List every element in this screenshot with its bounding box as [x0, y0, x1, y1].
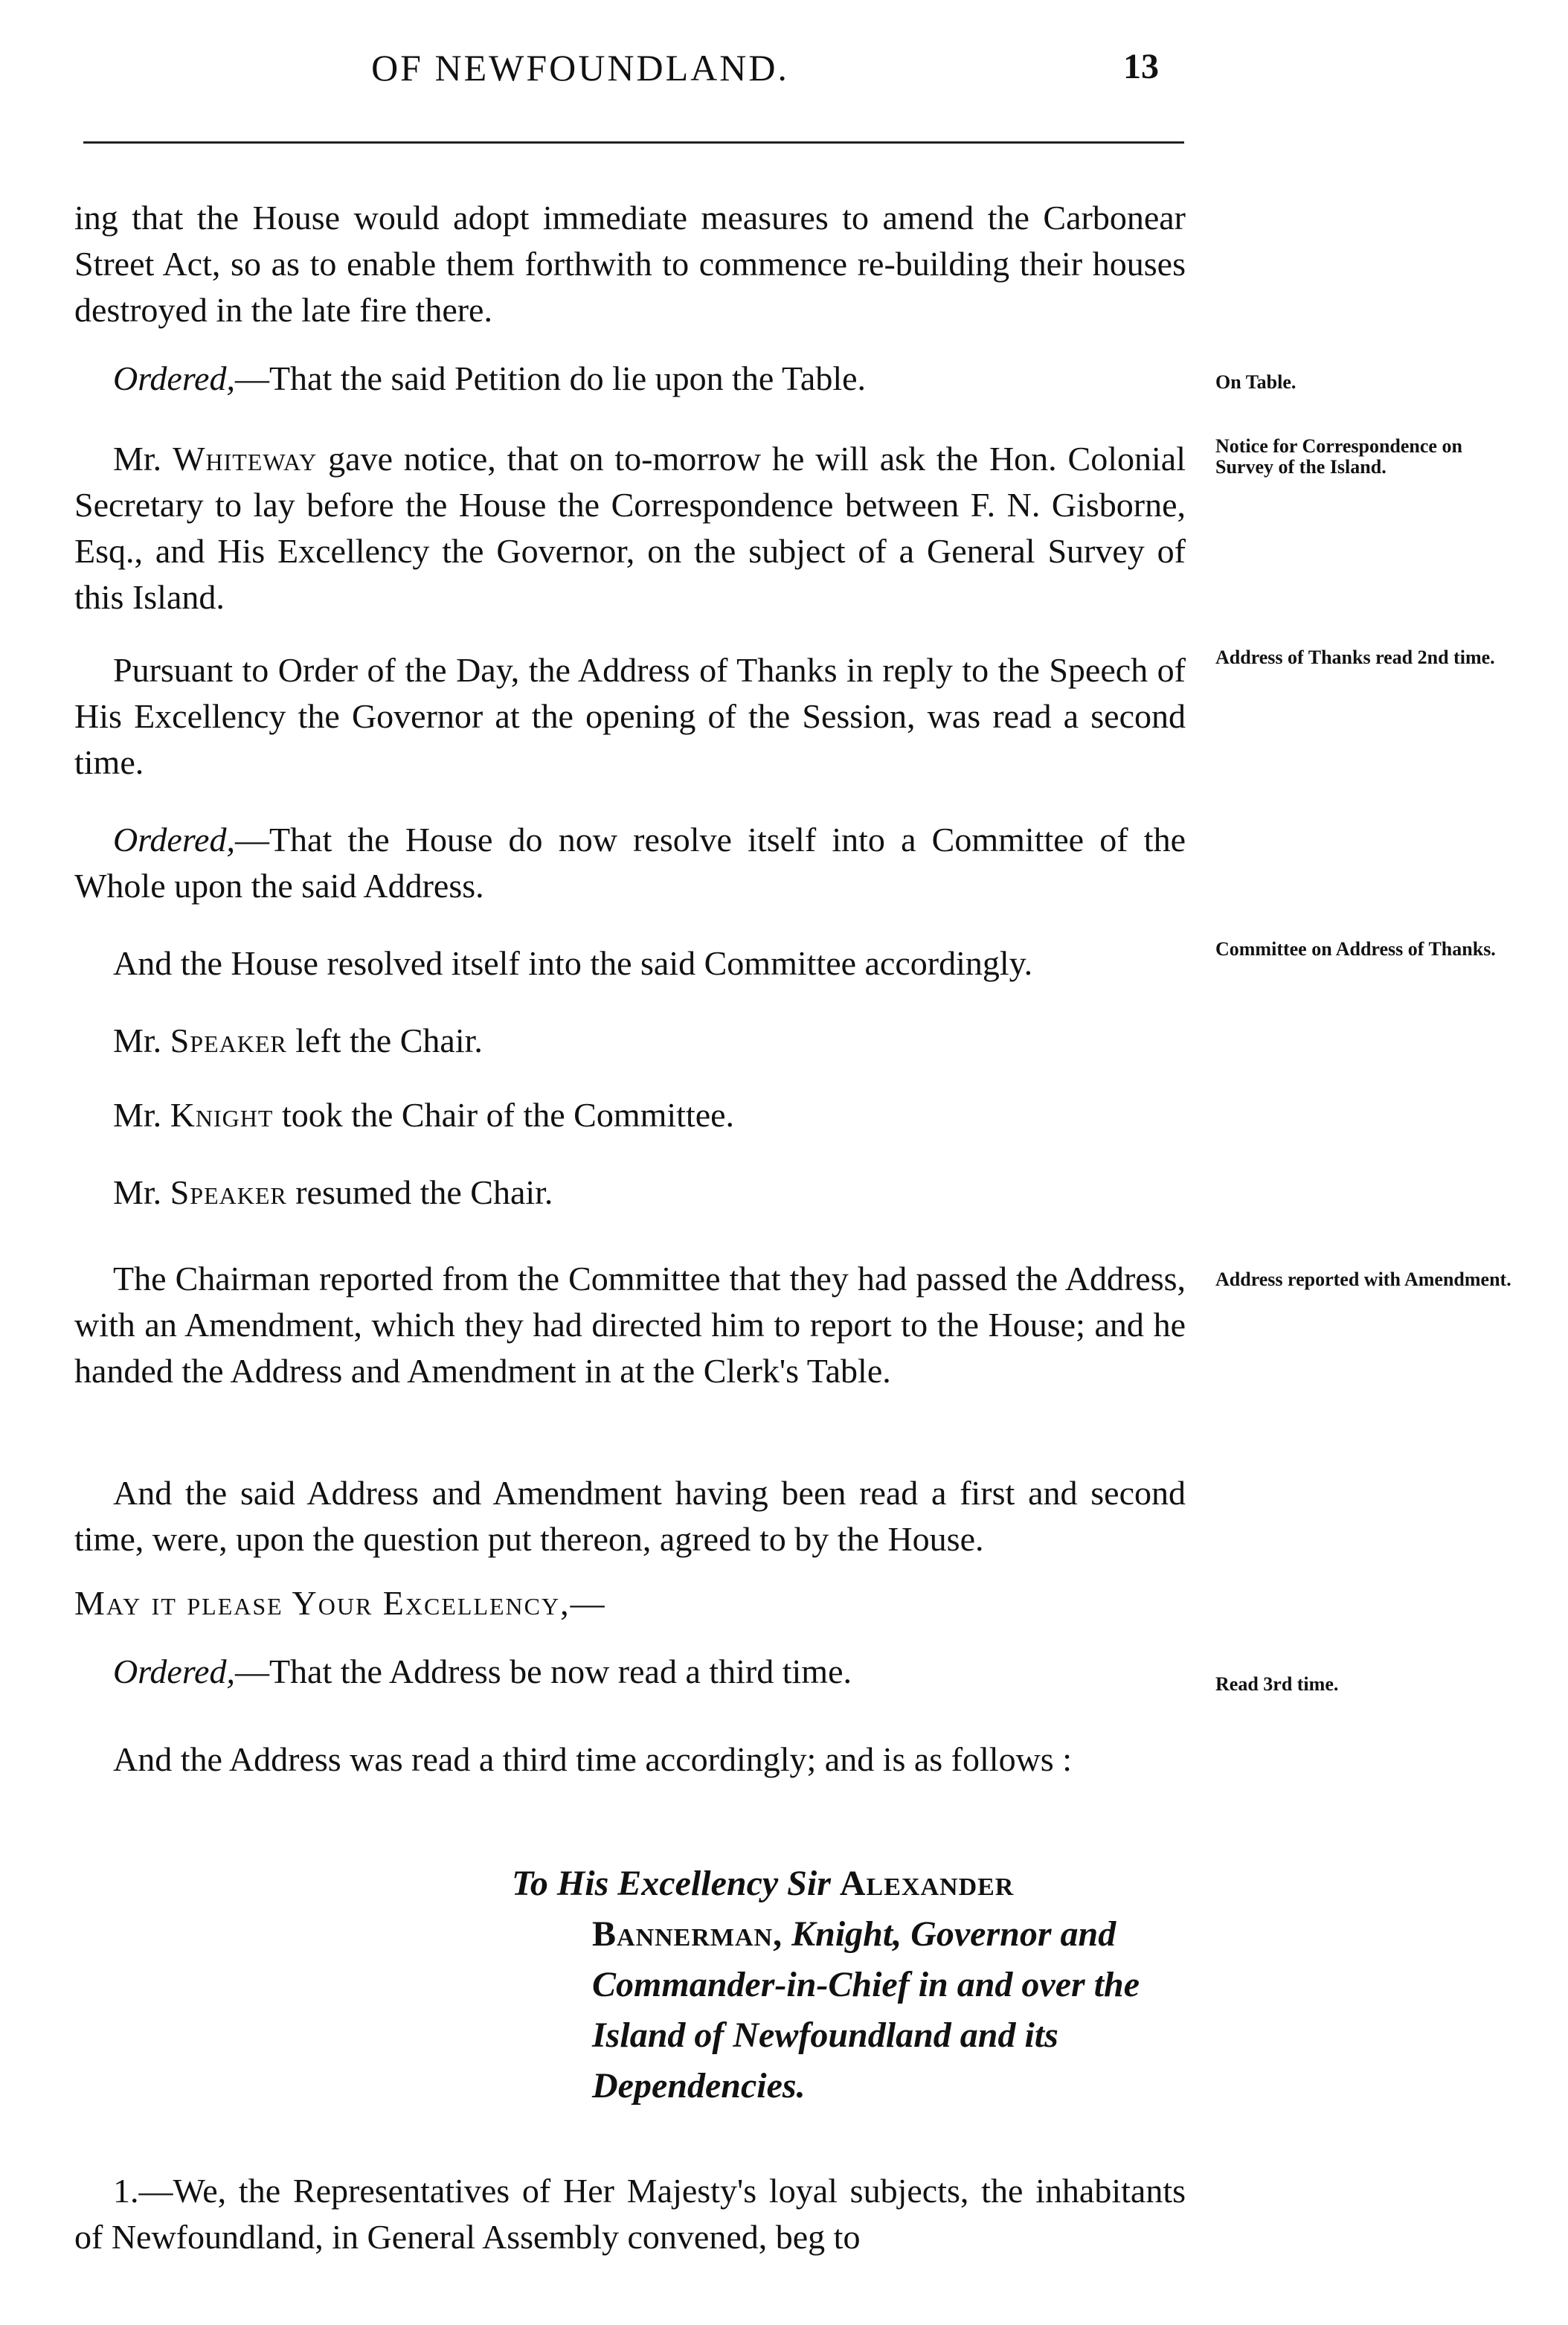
margin-note-on-table: On Table.: [1215, 371, 1297, 393]
paragraph-petition-continued: ing that the House would adopt immediate measures to amend the Carbonear Street Act, so as to enable them forthwith to commence re-building their houses destroyed in the late fire there.: [74, 199, 1186, 329]
title-mr: Mr.: [113, 1096, 162, 1134]
paragraph-ordered-third: [74, 1649, 1186, 1695]
margin-note-reported: Address reported with Amendment.: [1215, 1269, 1511, 1290]
address-heading: [512, 1859, 1186, 2111]
paragraph-read-third: And the Address was read a third time accordingly; and is as follows :: [113, 1740, 1072, 1778]
page-header-title: OF NEWFOUNDLAND.: [371, 47, 789, 89]
paragraph-address-1: 1.—We, the Representatives of Her Majesty's loyal subjects, the inhabitants of Newfoundland, in General Assembly convened, beg to: [74, 2172, 1186, 2256]
ordered-text: —That the House do now resolve itself into a Committee of the Whole upon the said Address.: [74, 821, 1186, 905]
paragraph-ordered-table: [74, 356, 1186, 402]
margin-note-address-read: Address of Thanks read 2nd time.: [1215, 647, 1495, 668]
paragraph-order-of-day: Pursuant to Order of the Day, the Address of Thanks in reply to the Speech of His Excellency the Governor at the opening of the Session, was read a second time.: [74, 651, 1186, 781]
ordered-text: —That the said Petition do lie upon the Table.: [234, 359, 867, 397]
member-name: Whiteway: [173, 440, 318, 478]
paragraph-speaker-left: [74, 1018, 1186, 1064]
header-rule: [83, 141, 1184, 144]
margin-note-committee: Committee on Address of Thanks.: [1215, 938, 1496, 960]
ordered-text: —That the Address be now read a third time.: [234, 1652, 852, 1690]
paragraph-speaker-resumed: [74, 1170, 1186, 1216]
speaker-text: resumed the Chair.: [295, 1173, 553, 1211]
address-to: To His Excellency Sir: [512, 1864, 831, 1903]
address-title: Knight, Governor and Commander-in-Chief in and over the Island of Newfoundland and its Dependencies.: [592, 1914, 1140, 2106]
address-name: Alexander Bannerman,: [592, 1864, 1015, 1954]
margin-note-notice: Notice for Correspondence on Survey of the Island.: [1215, 435, 1462, 478]
ordered-label: Ordered,: [113, 359, 235, 397]
member-name: Speaker: [170, 1173, 287, 1211]
paragraph-ordered-committee: [74, 817, 1186, 909]
speaker-text: left the Chair.: [295, 1022, 483, 1059]
paragraph-notice: [74, 436, 1186, 620]
paragraph-knight-chair: [74, 1092, 1186, 1138]
notice-text: gave notice, that on to-morrow he will ask the Hon. Colonial Secretary to lay before the House the Correspondence between F. N. Gisborne, Esq., and His Excellency the Governor, on the subject of a General Survey of this Island.: [74, 440, 1186, 616]
salutation: May it please Your Excellency,—: [74, 1584, 606, 1622]
paragraph-chairman-report: The Chairman reported from the Committee that they had passed the Address, with an Amendment, which they had directed him to report to the House; and he handed the Address and Amendment in at the Clerk's Table.: [74, 1260, 1186, 1390]
knight-text: took the Chair of the Committee.: [281, 1096, 735, 1134]
paragraph-resolved: And the House resolved itself into the said Committee accordingly.: [113, 944, 1033, 982]
page-number: 13: [1123, 47, 1159, 86]
ordered-label: Ordered,: [113, 821, 235, 859]
title-mr: Mr.: [113, 1022, 162, 1059]
ordered-label: Ordered,: [113, 1652, 235, 1690]
member-name: Knight: [170, 1096, 274, 1134]
title-mr: Mr.: [113, 440, 162, 478]
member-name: Speaker: [170, 1022, 287, 1059]
title-mr: Mr.: [113, 1173, 162, 1211]
paragraph-agreed: And the said Address and Amendment having been read a first and second time, were, upon the question put thereon, agreed to by the House.: [74, 1474, 1186, 1558]
margin-note-third-time: Read 3rd time.: [1215, 1673, 1339, 1695]
